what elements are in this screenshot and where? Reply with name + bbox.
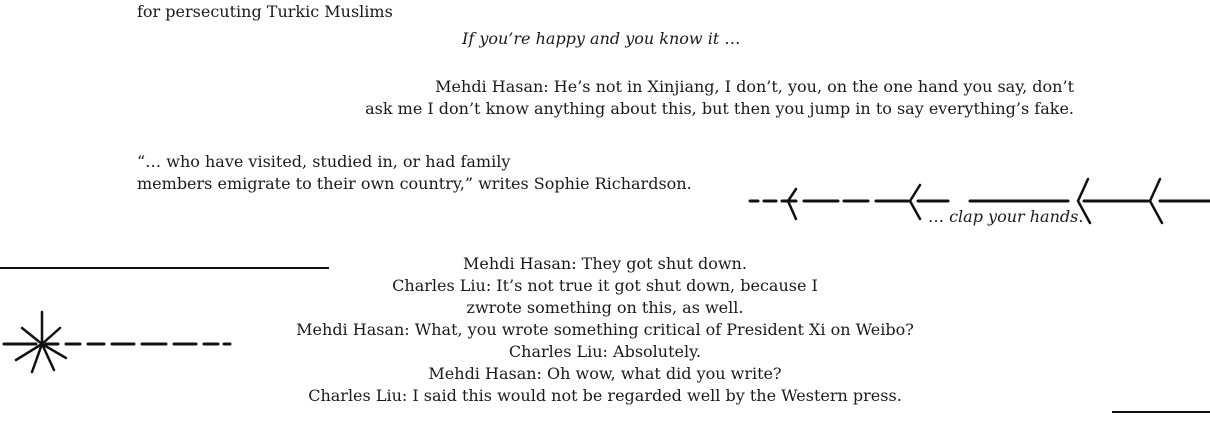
text-quote-line-b: members emigrate to their own country,” writes Sophie Richardson. [137, 174, 692, 193]
quote-block-mehdi [365, 76, 1074, 120]
quote-block-richardson [137, 151, 692, 195]
dialogue-line: Charles Liu: Absolutely. [508, 342, 702, 361]
dialogue-line: Mehdi Hasan: What, you wrote something critical of President Xi on Weibo? [296, 320, 914, 339]
starburst-ornament-left [0, 308, 240, 378]
dialogue-line: Mehdi Hasan: They got shut down. [463, 254, 747, 273]
text-mehdi-line-a: Mehdi Hasan: He’s not in Xinjiang, I don’t, you, on the one hand you say, don’t [435, 77, 1074, 96]
dialogue-block [240, 253, 970, 407]
text-top-fragment: for persecuting Turkic Muslims [137, 2, 393, 21]
text-song-line-2: … clap your hands. [928, 207, 1084, 226]
dialogue-line: zwrote something on this, as well. [466, 298, 744, 317]
dialogue-line: Charles Liu: I said this would not be regarded well by the Western press. [308, 386, 902, 405]
dialogue-line: Charles Liu: It’s not true it got shut down, because I [392, 276, 818, 295]
rule-bottom-right [1112, 411, 1210, 413]
text-song-line-1: If you’re happy and you know it … [462, 29, 741, 48]
dialogue-line: Mehdi Hasan: Oh wow, what did you write? [428, 364, 782, 383]
text-quote-line-a: “… who have visited, studied in, or had family [137, 152, 511, 171]
text-mehdi-line-b: ask me I don’t know anything about this, but then you jump in to say everything’s fake. [365, 99, 1074, 118]
